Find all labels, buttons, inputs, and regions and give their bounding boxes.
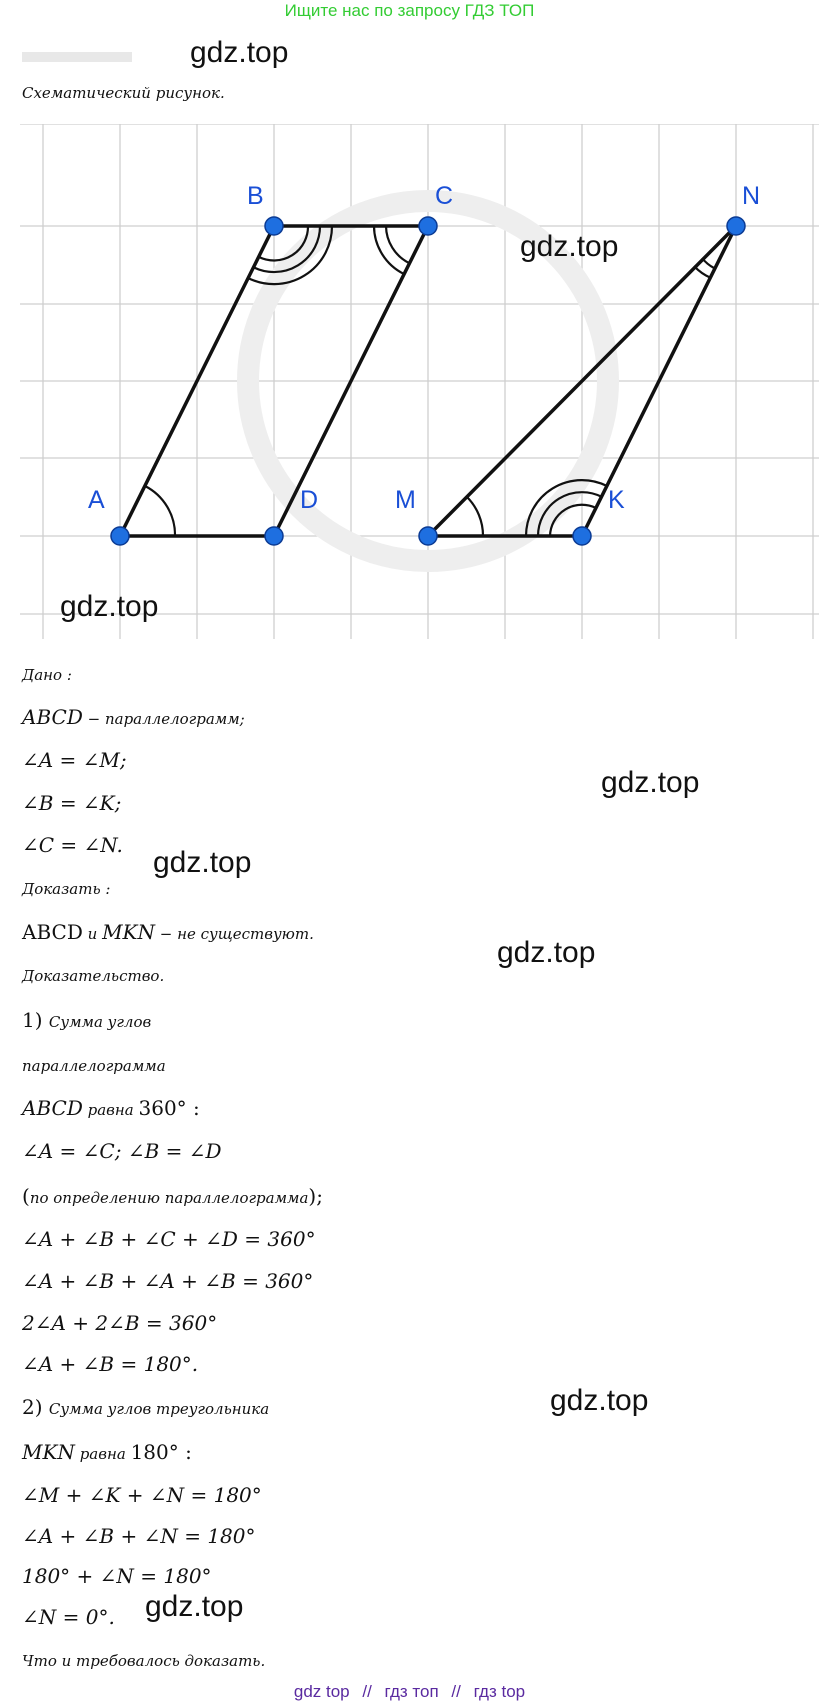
footer-link-3[interactable]: гдз top <box>473 1682 526 1701</box>
label-b: B <box>247 182 264 210</box>
prove-mkn: MKN <box>102 920 155 944</box>
footer-sep-1: // <box>362 1682 372 1701</box>
step2-eq2: ∠A + ∠B + ∠N = 180° <box>22 1524 256 1548</box>
point-c <box>419 217 437 235</box>
label-a: A <box>88 486 105 514</box>
redacted-heading <box>22 52 132 62</box>
conclusion: Что и требовалось доказать. <box>22 1652 266 1670</box>
prove-abcd: ABCD <box>22 920 83 944</box>
step1-equals: равна <box>82 1101 139 1119</box>
step2-text: Сумма углов треугольника <box>48 1400 270 1418</box>
label-d: D <box>300 486 319 514</box>
paren-close: ); <box>308 1184 323 1208</box>
step1-eq3: ∠A + ∠B + ∠A + ∠B = 360° <box>22 1269 314 1293</box>
given-line-2: ∠A = ∠M; <box>22 748 127 772</box>
step2-eq1: ∠M + ∠K + ∠N = 180° <box>22 1483 262 1507</box>
step1-sum <box>22 1096 200 1120</box>
point-n <box>727 217 745 235</box>
step1-header <box>22 1008 151 1032</box>
step1-reason-text: по определению параллелограмма <box>29 1189 309 1207</box>
step1-value: 360° : <box>138 1096 200 1120</box>
step1-reason <box>22 1184 323 1208</box>
step1-eq2: ∠A + ∠B + ∠C + ∠D = 360° <box>22 1227 316 1251</box>
watermark: gdz.top <box>190 36 289 69</box>
point-m <box>419 527 437 545</box>
paren-open: ( <box>22 1184 30 1208</box>
watermark: gdz.top <box>145 1590 244 1623</box>
geometry-figure <box>0 124 819 644</box>
step2-num: 2) <box>22 1395 49 1419</box>
watermark: gdz.top <box>520 230 619 263</box>
given-line-1 <box>22 705 245 729</box>
step2-sum <box>22 1440 192 1464</box>
point-k <box>573 527 591 545</box>
step2-eq3: 180° + ∠N = 180° <box>22 1564 212 1588</box>
footer-links <box>0 1682 819 1702</box>
given-line-3: ∠B = ∠K; <box>22 791 122 815</box>
watermark: gdz.top <box>60 590 159 623</box>
given-abcd: ABCD <box>22 705 83 729</box>
step2-mkn: MKN <box>22 1440 75 1464</box>
step2-value: 180° : <box>130 1440 192 1464</box>
given-l1-text: − параллелограмм; <box>82 710 245 728</box>
footer-link-1[interactable]: gdz top <box>293 1682 350 1701</box>
step2-eq4: ∠N = 0°. <box>22 1605 115 1629</box>
label-k: K <box>608 486 625 514</box>
step1-text: Сумма углов <box>48 1013 152 1031</box>
footer-sep-2: // <box>451 1682 461 1701</box>
figure-svg <box>0 124 819 644</box>
step1-eq4: 2∠A + 2∠B = 360° <box>22 1311 218 1335</box>
given-title: Дано : <box>22 666 72 684</box>
point-d <box>265 527 283 545</box>
step1-text2: параллелограмма <box>22 1057 166 1075</box>
prove-text: − не существуют. <box>154 925 314 943</box>
label-c: C <box>435 182 454 210</box>
prove-and: и <box>82 925 103 943</box>
prove-title: Доказать : <box>22 880 111 898</box>
point-b <box>265 217 283 235</box>
step1-eq1: ∠A = ∠C; ∠B = ∠D <box>22 1139 222 1163</box>
watermark: gdz.top <box>550 1384 649 1417</box>
step1-eq5: ∠A + ∠B = 180°. <box>22 1352 199 1376</box>
footer-link-2[interactable]: гдз топ <box>384 1682 439 1701</box>
given-line-4: ∠C = ∠N. <box>22 833 123 857</box>
step2-header <box>22 1395 269 1419</box>
top-banner[interactable]: Ищите нас по запросу ГДЗ ТОП <box>284 1 535 20</box>
watermark: gdz.top <box>153 846 252 879</box>
watermark: gdz.top <box>601 766 700 799</box>
proof-title: Доказательство. <box>22 967 165 985</box>
step2-equals: равна <box>74 1445 131 1463</box>
point-a <box>111 527 129 545</box>
step1-num: 1) <box>22 1008 49 1032</box>
step1-abcd: ABCD <box>22 1096 83 1120</box>
figure-caption: Схематический рисунок. <box>22 84 225 102</box>
label-n: N <box>742 182 761 210</box>
label-m: M <box>395 486 416 514</box>
prove-line <box>22 920 314 944</box>
watermark: gdz.top <box>497 936 596 969</box>
